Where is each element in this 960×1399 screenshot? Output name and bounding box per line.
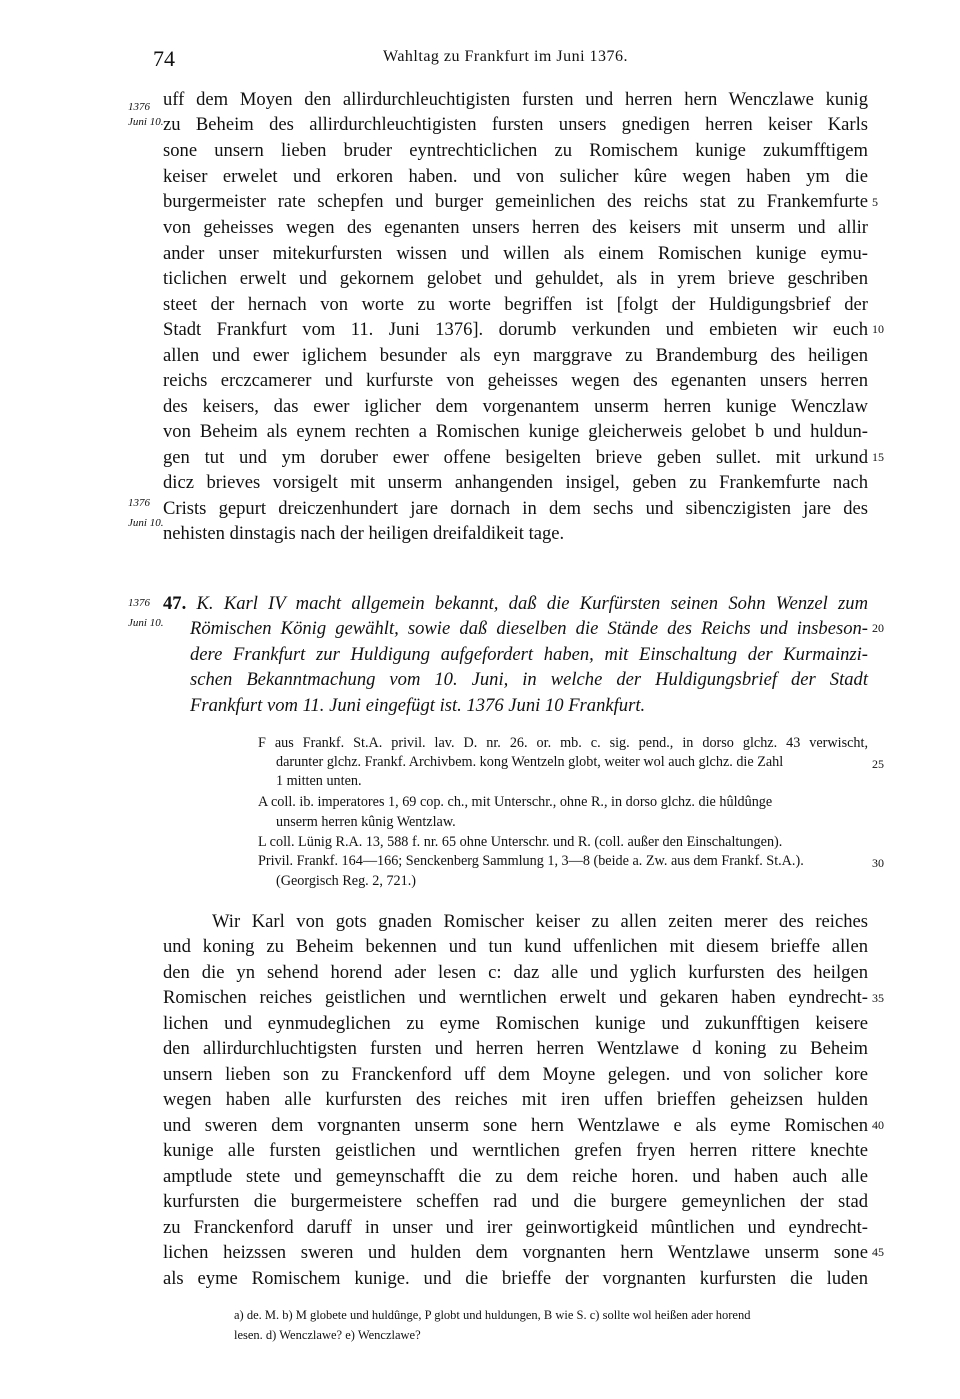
body-line: lichen heizssen sweren und hulden dem vorgnanten hern Wentzlawe unserm sone	[163, 1242, 868, 1263]
page-number: 74	[153, 46, 175, 71]
regest-line: Römischen König gewählt, sowie daß dieselben die Stände des Reichs und insbeson-	[190, 618, 868, 639]
source-line: Privil. Frankf. 164—166; Senckenberg Sammlung 1, 3—8 (beide a. Zw. aus dem Frankf. St.A.).	[258, 853, 804, 869]
margin-date-day: Juni 10.	[128, 517, 164, 529]
text-line: ticlichen erwelt und gekornem gelobet und gehuldet, als in yrem brieve geschriben	[163, 268, 868, 289]
text-line: nehisten dinstagis nach der heiligen dreifaldikeit tage.	[163, 523, 565, 544]
text-line: zu Beheim des allirdurchleuchtigisten fursten unsers gnedigen herren keiser Karls	[163, 114, 868, 135]
line-number: 5	[872, 195, 878, 209]
regest-line: Frankfurt vom 11. Juni eingefügt ist. 1376 Juni 10 Frankfurt.	[190, 695, 646, 716]
body-line: unsern lieben son zu Franckenford uff dem Moyne gelegen. und von solicher kore	[163, 1064, 868, 1085]
regest-first-line	[163, 592, 868, 616]
text-line: sone unsern lieben bruder eyntrechticlichen zu Romischem kunige zukumfftigem	[163, 140, 868, 161]
source-line: A coll. ib. imperatores 1, 69 cop. ch., mit Unterschr., ohne R., in dorso glchz. die hûldûnge	[258, 794, 773, 810]
text-line: von geheisses wegen des egenanten unsers herren des keisers mit unserm und allir	[163, 217, 868, 238]
source-line: darunter glchz. Frankf. Archivbem. kong Wentzeln globt, weiter wol auch glchz. die Zahl	[276, 754, 784, 770]
line-number: 15	[872, 450, 884, 464]
source-line: unserm herren kûnig Wentzlaw.	[276, 814, 456, 830]
body-line: den die yn sehend horend ader lesen c: daz alle und yglich kurfursten des heilgen	[163, 962, 868, 983]
line-number: 20	[872, 621, 884, 635]
text-line: Stadt Frankfurt vom 11. Juni 1376]. dorumb verkunden und embieten wir euch	[163, 319, 868, 340]
body-line: Wir Karl von gots gnaden Romischer keiser zu allen zeiten merer des reiches	[212, 911, 868, 932]
text-line: dicz brieves vorsigelt mit unserm anhangenden insigel, geben zu Frankemfurte nach	[163, 472, 868, 493]
body-line: und koning zu Beheim bekennen und tun kund uffenlichen mit diesem brieffe allen	[163, 936, 868, 957]
body-line: kurfursten die burgermeistere scheffen rad und die burgere gemeynlichen der stad	[163, 1191, 868, 1212]
body-line: lichen und eynmudeglichen zu eyme Romischen kunige und zukunfftigen keisere	[163, 1013, 868, 1034]
running-title: Wahltag zu Frankfurt im Juni 1376.	[383, 48, 629, 65]
document-number: 47.	[163, 593, 187, 614]
text-line: burgermeister rate schepfen und burger gemeinlichen des reichs stat zu Frankemfurte	[163, 191, 868, 212]
text-line: von Beheim als eynem rechten a Romischen kunige gleicherweis gelobet b und huldun-	[163, 421, 868, 442]
text-line: reichs erczcamerer und kurfurste von geheisses wegen des egenanten unsers herren	[163, 370, 868, 391]
margin-date-year: 1376	[128, 101, 150, 113]
margin-date-day: Juni 10.	[128, 116, 164, 128]
body-line: den allirdurchluchtigsten fursten und herren herren Wentzlawe d koning zu Beheim	[163, 1038, 868, 1059]
regest-line: K. Karl IV macht allgemein bekannt, daß die Kurfürsten seinen Sohn Wenzel zum	[196, 593, 868, 614]
source-line: L coll. Lünig R.A. 13, 588 f. nr. 65 ohne Unterschr. und R. (coll. außer den Einschaltungen).	[258, 834, 783, 850]
line-number: 10	[872, 322, 884, 336]
body-line: Romischen reiches geistlichen und werntlichen erwelt und gekaren haben eyndrecht-	[163, 987, 868, 1008]
regest-line: schen Bekanntmachung vom 10. Juni, in welche der Huldigungsbrief der Stadt	[190, 669, 868, 690]
footnote-line: lesen. d) Wenczlawe? e) Wenczlawe?	[234, 1328, 421, 1342]
body-line: und sweren dem vorgnanten unserm sone hern Wentzlawe e als eyme Romischen	[163, 1115, 868, 1136]
source-line: F aus Frankf. St.A. privil. lav. D. nr. 26. or. mb. c. sig. pend., in dorso glchz. 43 verwischt,	[258, 735, 868, 751]
body-line: kunige alle fursten geistlichen und werntlichen grefen fryen herren rittere knechte	[163, 1140, 868, 1161]
text-line: ander unser mitekurfursten wissen und willen als einem Romischen kunige eymu-	[163, 243, 868, 264]
line-number: 25	[872, 757, 884, 771]
line-number: 40	[872, 1118, 884, 1132]
document-margin-year: 1376	[128, 597, 150, 609]
text-line: des keisers, das ewer iglicher dem vorgenantem unserm herren kunige Wenczlaw	[163, 396, 868, 417]
regest-line: dere Frankfurt zur Huldigung aufgefordert haben, mit Einschaltung der Kurmainzi-	[190, 644, 868, 665]
text-line: uff dem Moyen den allirdurchleuchtigisten fursten und herren hern Wenczlawe kunig	[163, 89, 868, 110]
line-number: 30	[872, 856, 884, 870]
text-line: Crists gepurt dreiczenhundert jare dornach in dem sechs und sibenczigisten jare des	[163, 498, 868, 519]
text-line: gen tut und ym doruber ewer offene besigelten brieve geben sullet. mit urkund	[163, 447, 868, 468]
line-number: 45	[872, 1245, 884, 1259]
body-line: als eyme Romischem kunige. und die brieffe der vorgnanten kurfursten die luden	[163, 1268, 868, 1289]
text-line: allen und ewer iglichem besunder als eyn marggrave zu Brandemburg des heiligen	[163, 345, 868, 366]
source-line: (Georgisch Reg. 2, 721.)	[276, 873, 417, 889]
page-header	[0, 44, 960, 74]
body-line: wegen haben alle kurfursten des reiches mit iren uffen brieffen geheizsen hulden	[163, 1089, 868, 1110]
text-line: keiser erwelet und erkoren haben. und von sulicher kûre wegen haben ym die	[163, 166, 868, 187]
footnote-line: a) de. M. b) M globete und huldûnge, P globt und huldungen, B wie S. c) sollte wol heißen ader horend	[234, 1308, 751, 1322]
document-margin-day: Juni 10.	[128, 617, 164, 629]
body-line: amptlude stete und gemeynschafft die zu dem reiche horen. und haben auch alle	[163, 1166, 868, 1187]
margin-date-year: 1376	[128, 497, 150, 509]
body-line: zu Franckenford daruff in unser und irer geinwortigkeid mûntlichen und eyndrecht-	[163, 1217, 868, 1238]
text-line: steet der hernach von worte zu worte begriffen ist [folgt der Huldigungsbrief der	[163, 294, 868, 315]
source-line: 1 mitten unten.	[276, 773, 362, 789]
line-number: 35	[872, 991, 884, 1005]
